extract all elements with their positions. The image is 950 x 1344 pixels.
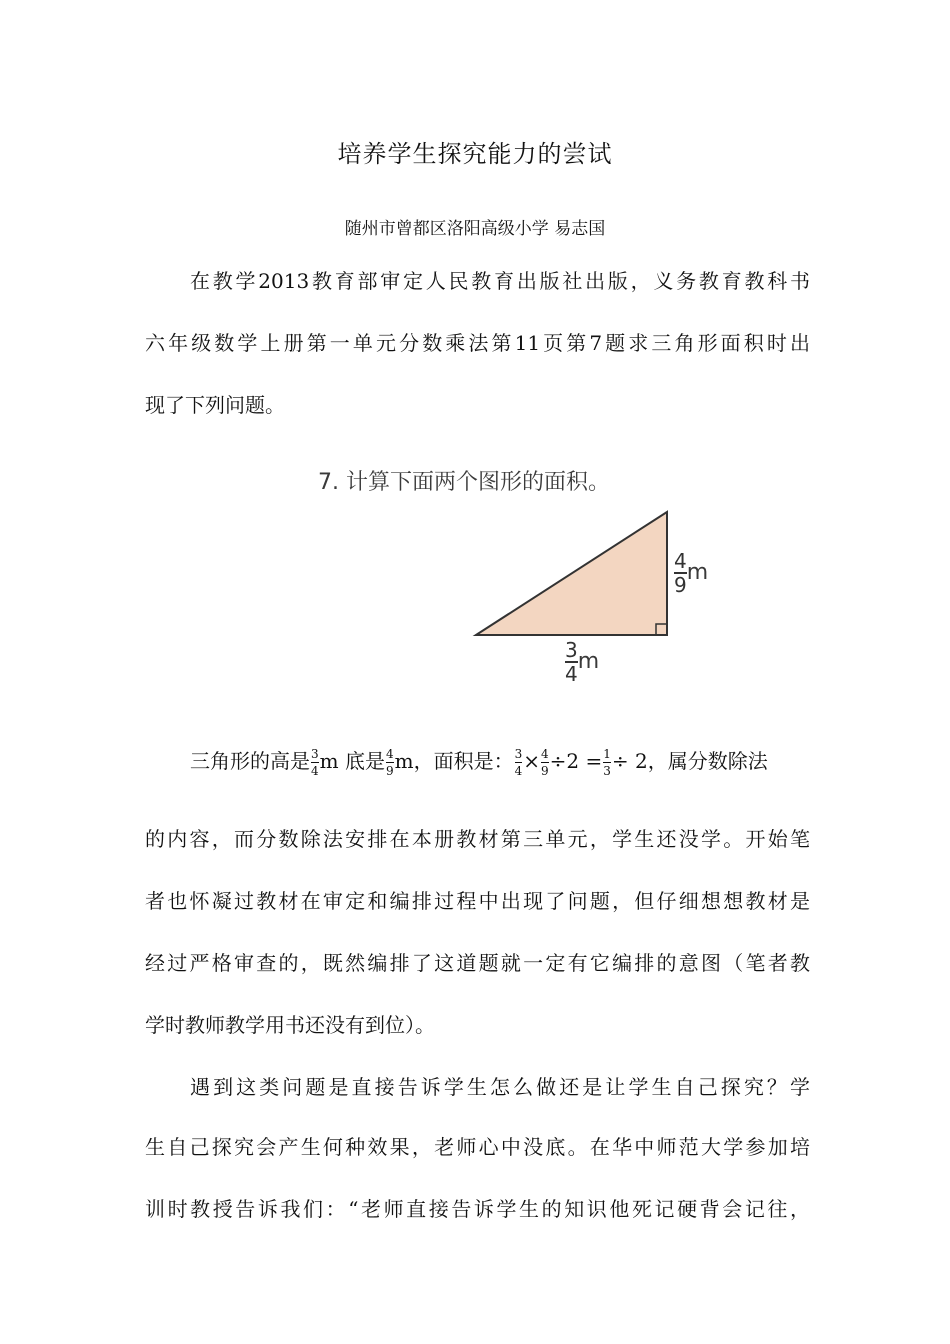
text-line: 者也怀凝过教材在审定和编排过程中出现了问题，但仔细想想教材是 xyxy=(145,889,810,913)
text-line: 生自己探究会产生何种效果，老师心中没底。在华中师范大学参加培 xyxy=(145,1135,810,1159)
height-fraction: $\frac{4}{9}$ xyxy=(674,549,687,597)
base-label xyxy=(565,640,599,684)
fraction: $\frac{3}{4}$ xyxy=(311,747,319,778)
text-line: 训时教授告诉我们：“老师直接告诉学生的知识他死记硬背会记往， xyxy=(145,1197,810,1221)
text-line: 遇到这类问题是直接告诉学生怎么做还是让学生自己探究？学 xyxy=(190,1075,810,1099)
exercise-heading: 7. 计算下面两个图形的面积。 xyxy=(318,470,610,495)
text-line: 经过严格审查的，既然编排了这道题就一定有它编排的意图（笔者教 xyxy=(145,951,810,975)
base-unit: m xyxy=(577,649,600,674)
text-line: 现了下列问题。 xyxy=(145,393,285,417)
page-title: 培养学生探究能力的尝试 xyxy=(337,140,613,168)
formula-line: 三角形的高是 $\frac{3}{4}$ m 底是 $\frac{4}{9}$ m，面积是： $\frac{3}{4}$ × $\frac{4}{9}$ ÷2 = $\frac{1}{3}$ ÷ 2，属分数除法 xyxy=(190,747,768,778)
text-line: 六年级数学上册第一单元分数乘法第11页第7题求三角形面积时出 xyxy=(145,331,810,355)
text-line: 的内容，而分数除法安排在本册教材第三单元，学生还没学。开始笔 xyxy=(145,827,810,851)
fraction: $\frac{1}{3}$ xyxy=(603,747,611,778)
fraction: $\frac{4}{9}$ xyxy=(540,747,549,778)
author-line: 随州市曾都区洛阳高级小学 易志国 xyxy=(344,219,606,239)
height-label xyxy=(674,551,708,595)
triangle-figure xyxy=(300,455,740,705)
triangle-shape xyxy=(476,512,667,635)
text-line: 学时教师教学用书还没有到位）。 xyxy=(145,1013,435,1037)
fraction: $\frac{3}{4}$ xyxy=(514,747,523,778)
fraction: $\frac{4}{9}$ xyxy=(385,747,394,778)
height-unit: m xyxy=(686,560,709,585)
text-line: 在教学2013教育部审定人民教育出版社出版，义务教育教科书 xyxy=(190,269,810,293)
base-fraction: $\frac{3}{4}$ xyxy=(565,638,578,686)
